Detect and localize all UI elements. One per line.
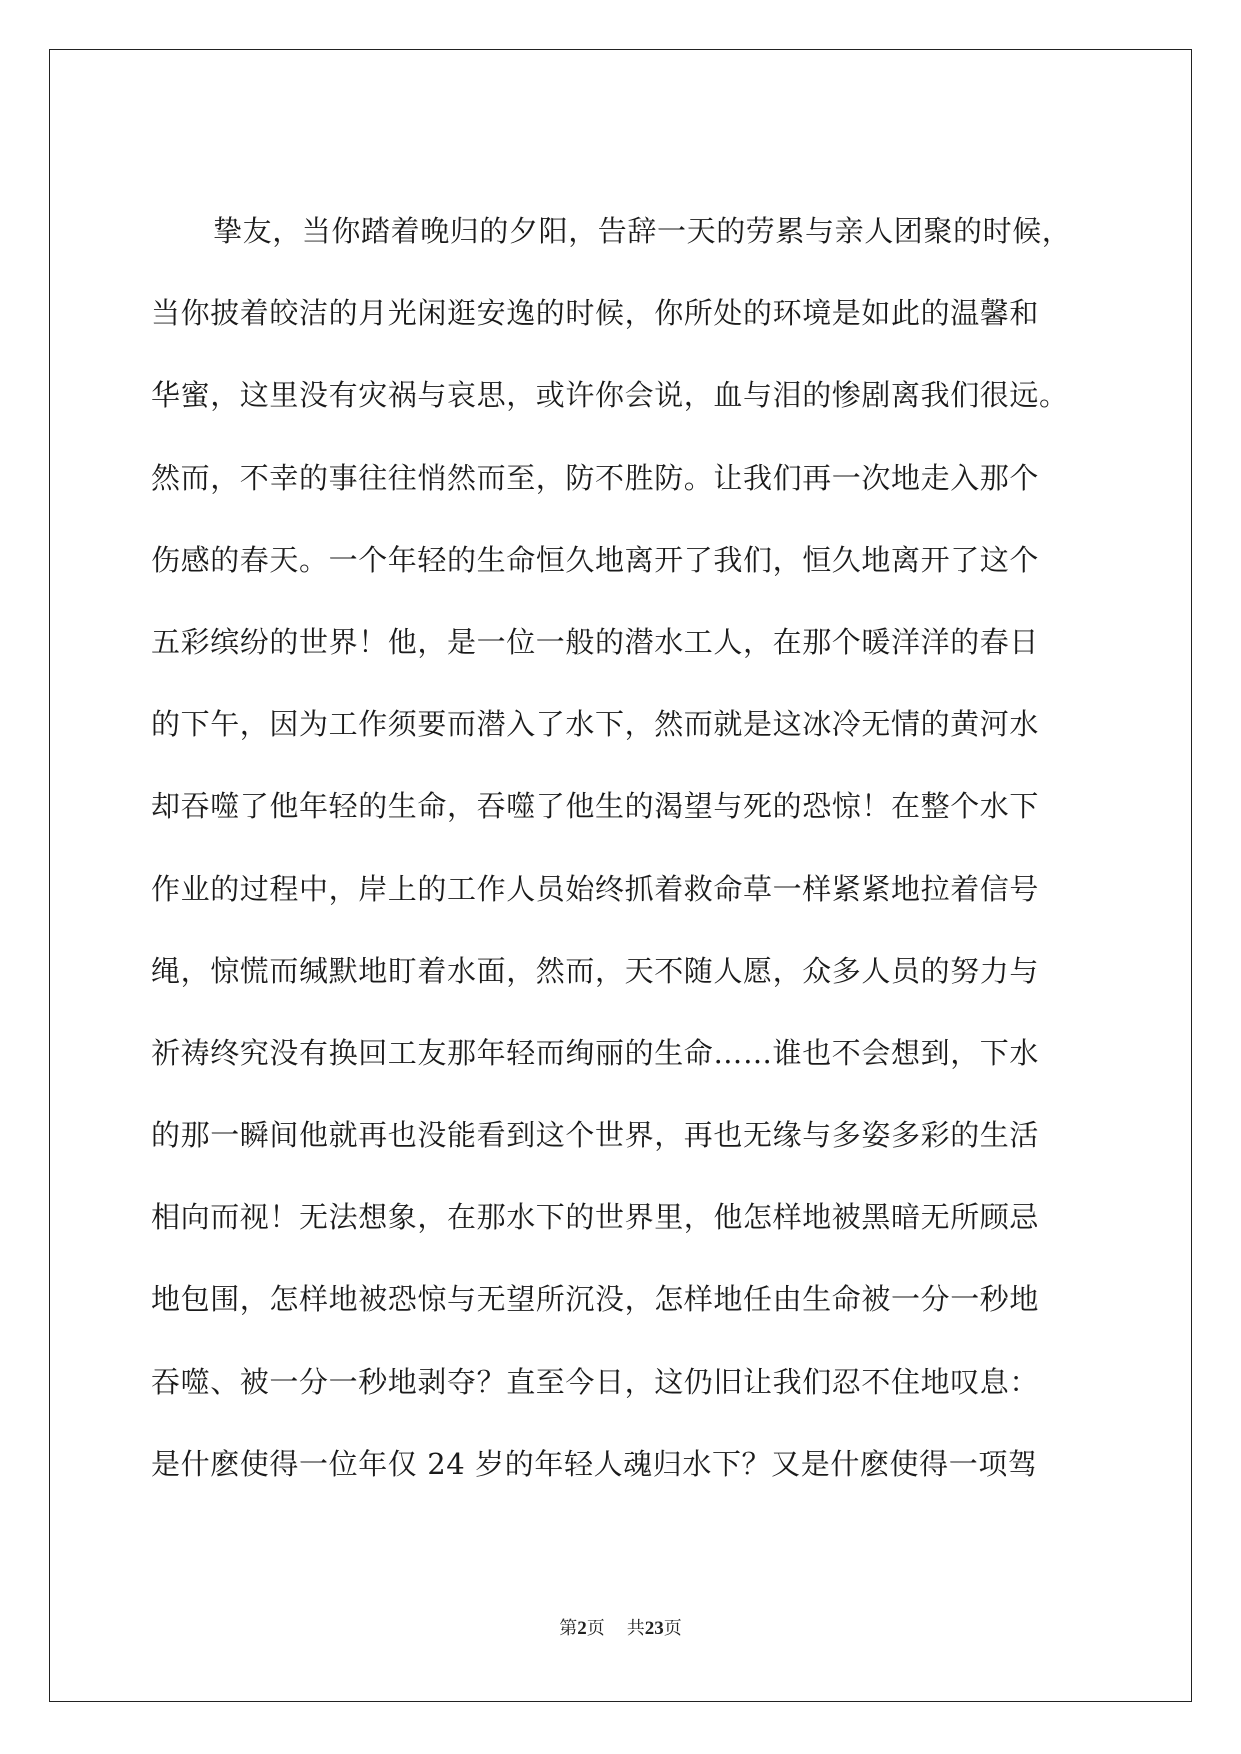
text-line: 然而，不幸的事往往悄然而至，防不胜防。让我们再一次地走入那个	[151, 460, 1040, 495]
footer-total-prefix: 共	[626, 1618, 645, 1639]
text-line: 祈祷终究没有换回工友那年轻而绚丽的生命……谁也不会想到，下水	[151, 1035, 1040, 1070]
text-line: 绳，惊慌而缄默地盯着水面，然而，天不随人愿，众多人员的努力与	[151, 953, 1040, 988]
text-line: 吞噬、被一分一秒地剥夺？直至今日，这仍旧让我们忍不住地叹息：	[151, 1364, 1040, 1399]
text-line: 五彩缤纷的世界！他，是一位一般的潜水工人，在那个暖洋洋的春日	[151, 624, 1040, 659]
text-line: 地包围，怎样地被恐惊与无望所沉没，怎样地任由生命被一分一秒地	[151, 1282, 1040, 1317]
text-line: 当你披着皎洁的月光闲逛安逸的时候，你所处的环境是如此的温馨和	[151, 296, 1040, 331]
text-line: 伤感的春天。一个年轻的生命恒久地离开了我们，恒久地离开了这个	[151, 542, 1040, 577]
text-line: 却吞噬了他年轻的生命，吞噬了他生的渴望与死的恐惊！在整个水下	[151, 789, 1040, 824]
page-footer	[0, 1614, 1241, 1640]
footer-total-suffix: 页	[663, 1618, 682, 1639]
text-line: 的下午，因为工作须要而潜入了水下，然而就是这冰冷无情的黄河水	[151, 707, 1040, 742]
footer-page-suffix: 页	[586, 1618, 605, 1639]
text-line: 作业的过程中，岸上的工作人员始终抓着救命草一样紧紧地拉着信号	[151, 871, 1040, 906]
footer-prefix: 第	[559, 1618, 578, 1639]
text-line: 挚友，当你踏着晚归的夕阳，告辞一天的劳累与亲人团聚的时候，	[213, 214, 1072, 248]
text-line: 华蜜，这里没有灾祸与哀思，或许你会说，血与泪的惨剧离我们很远。	[151, 378, 1069, 413]
text-line: 是什麽使得一位年仅 24 岁的年轻人魂归水下？又是什麽使得一项驾	[151, 1446, 1038, 1481]
text-line: 的那一瞬间他就再也没能看到这个世界，再也无缘与多姿多彩的生活	[151, 1118, 1040, 1153]
current-page-number: 2	[577, 1618, 587, 1639]
total-page-count: 23	[644, 1618, 664, 1639]
body-paragraph	[151, 190, 1101, 1505]
text-line: 相向而视！无法想象，在那水下的世界里，他怎样地被黑暗无所顾忌	[151, 1200, 1040, 1235]
